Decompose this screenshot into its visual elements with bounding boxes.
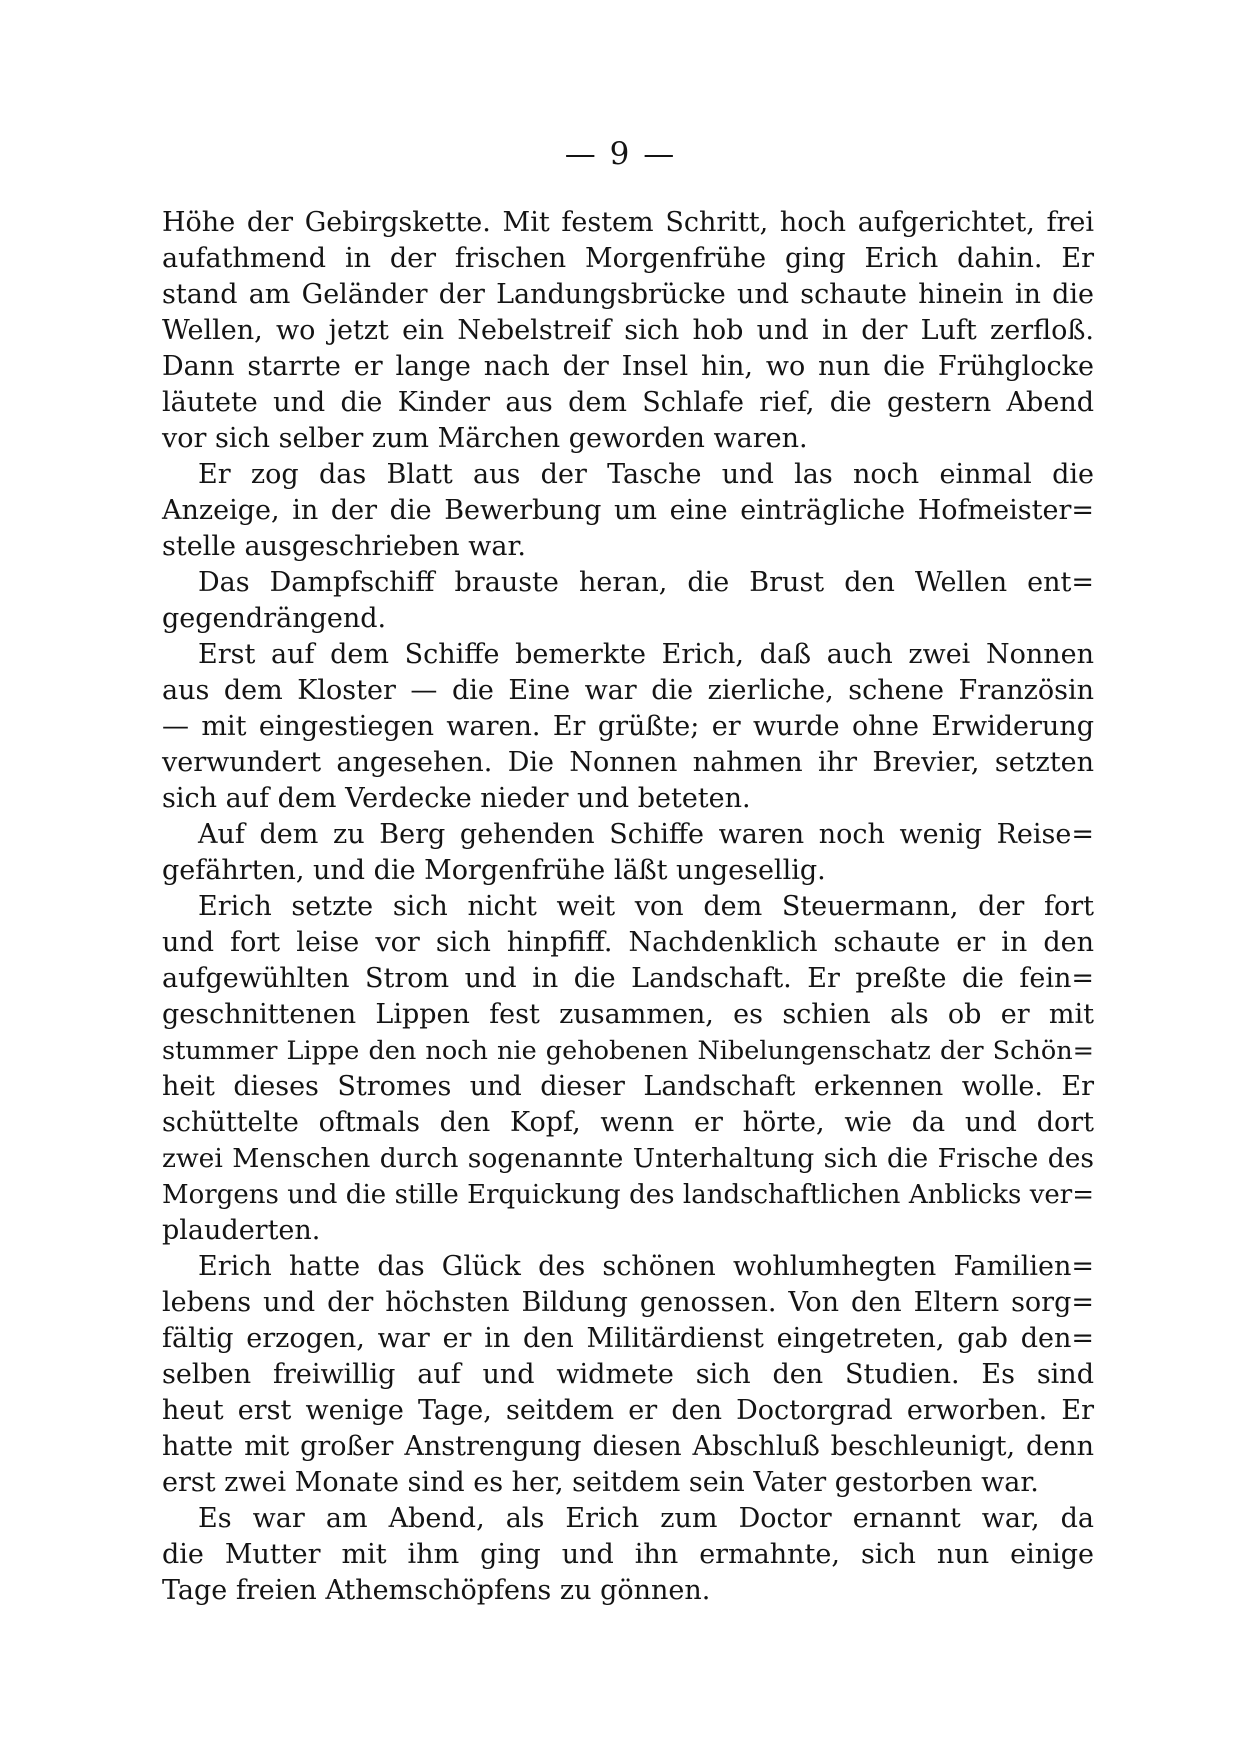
text-line: zwei Menschen durch sogenannte Unterhaltung sich die Frische des	[162, 1143, 1094, 1174]
text-line: Tage freien Athemschöpfens zu gönnen.	[162, 1575, 711, 1606]
text-line: Er zog das Blatt aus der Tasche und las noch einmal die	[198, 459, 1094, 490]
text-line: plauderten.	[162, 1215, 321, 1246]
text-line: Dann starrte er lange nach der Insel hin, wo nun die Frühglocke	[162, 351, 1094, 382]
text-line: gegendrängend.	[162, 603, 387, 634]
text-line: Anzeige, in der die Bewerbung um eine einträgliche Hofmeister=	[162, 495, 1094, 526]
text-line: vor sich selber zum Märchen geworden waren.	[162, 423, 808, 454]
text-line: heut erst wenige Tage, seitdem er den Doctorgrad erworben. Er	[162, 1395, 1094, 1426]
text-line: verwundert angesehen. Die Nonnen nahmen ihr Brevier, setzten	[162, 747, 1094, 778]
text-line: fältig erzogen, war er in den Militärdienst eingetreten, gab den=	[162, 1323, 1094, 1354]
text-line: erst zwei Monate sind es her, seitdem sein Vater gestorben war.	[162, 1467, 1039, 1498]
text-line: Morgens und die stille Erquickung des landschaftlichen Anblicks ver=	[162, 1180, 1094, 1210]
text-line: Wellen, wo jetzt ein Nebelstreif sich hob und in der Luft zerfloß.	[162, 315, 1094, 346]
text-line: stand am Geländer der Landungsbrücke und schaute hinein in die	[162, 279, 1094, 310]
text-line: Erst auf dem Schiffe bemerkte Erich, daß auch zwei Nonnen	[198, 639, 1094, 670]
text-line: stelle ausgeschrieben war.	[162, 531, 526, 562]
text-line: schüttelte oftmals den Kopf, wenn er hörte, wie da und dort	[162, 1107, 1094, 1138]
text-line: Auf dem zu Berg gehenden Schiffe waren noch wenig Reise=	[198, 819, 1094, 850]
text-line: selben freiwillig auf und widmete sich den Studien. Es sind	[162, 1359, 1094, 1390]
text-line: und fort leise vor sich hinpfiff. Nachdenklich schaute er in den	[162, 927, 1094, 958]
text-line: aus dem Kloster — die Eine war die zierliche, schene Französin	[162, 675, 1094, 706]
text-line: die Mutter mit ihm ging und ihn ermahnte, sich nun einige	[162, 1539, 1094, 1570]
text-line: Es war am Abend, als Erich zum Doctor ernannt war, da	[198, 1503, 1094, 1534]
text-line: heit dieses Stromes und dieser Landschaft erkennen wolle. Er	[162, 1071, 1094, 1102]
text-line: gefährten, und die Morgenfrühe läßt ungesellig.	[162, 855, 826, 886]
text-line: aufgewühlten Strom und in die Landschaft. Er preßte die fein=	[162, 963, 1094, 994]
text-line: stummer Lippe den noch nie gehobenen Nibelungenschatz der Schön=	[162, 1036, 1094, 1066]
text-line: geschnittenen Lippen fest zusammen, es schien als ob er mit	[162, 999, 1094, 1030]
text-line: Das Dampfschiff brauste heran, die Brust den Wellen ent=	[198, 567, 1094, 598]
text-line: Erich setzte sich nicht weit von dem Steuermann, der fort	[198, 891, 1094, 922]
body-text	[162, 205, 1094, 1609]
text-line: Erich hatte das Glück des schönen wohlumhegten Familien=	[198, 1251, 1094, 1282]
page-number: — 9 —	[564, 136, 677, 172]
text-line: aufathmend in der frischen Morgenfrühe ging Erich dahin. Er	[162, 243, 1094, 274]
text-line: Höhe der Gebirgskette. Mit festem Schritt, hoch aufgerichtet, frei	[162, 207, 1094, 238]
text-line: lebens und der höchsten Bildung genossen. Von den Eltern sorg=	[162, 1287, 1094, 1318]
text-line: sich auf dem Verdecke nieder und beteten.	[162, 783, 751, 814]
text-line: hatte mit großer Anstrengung diesen Abschluß beschleunigt, denn	[162, 1431, 1094, 1462]
text-line: läutete und die Kinder aus dem Schlafe rief, die gestern Abend	[162, 387, 1094, 418]
text-line: — mit eingestiegen waren. Er grüßte; er wurde ohne Erwiderung	[162, 711, 1094, 742]
